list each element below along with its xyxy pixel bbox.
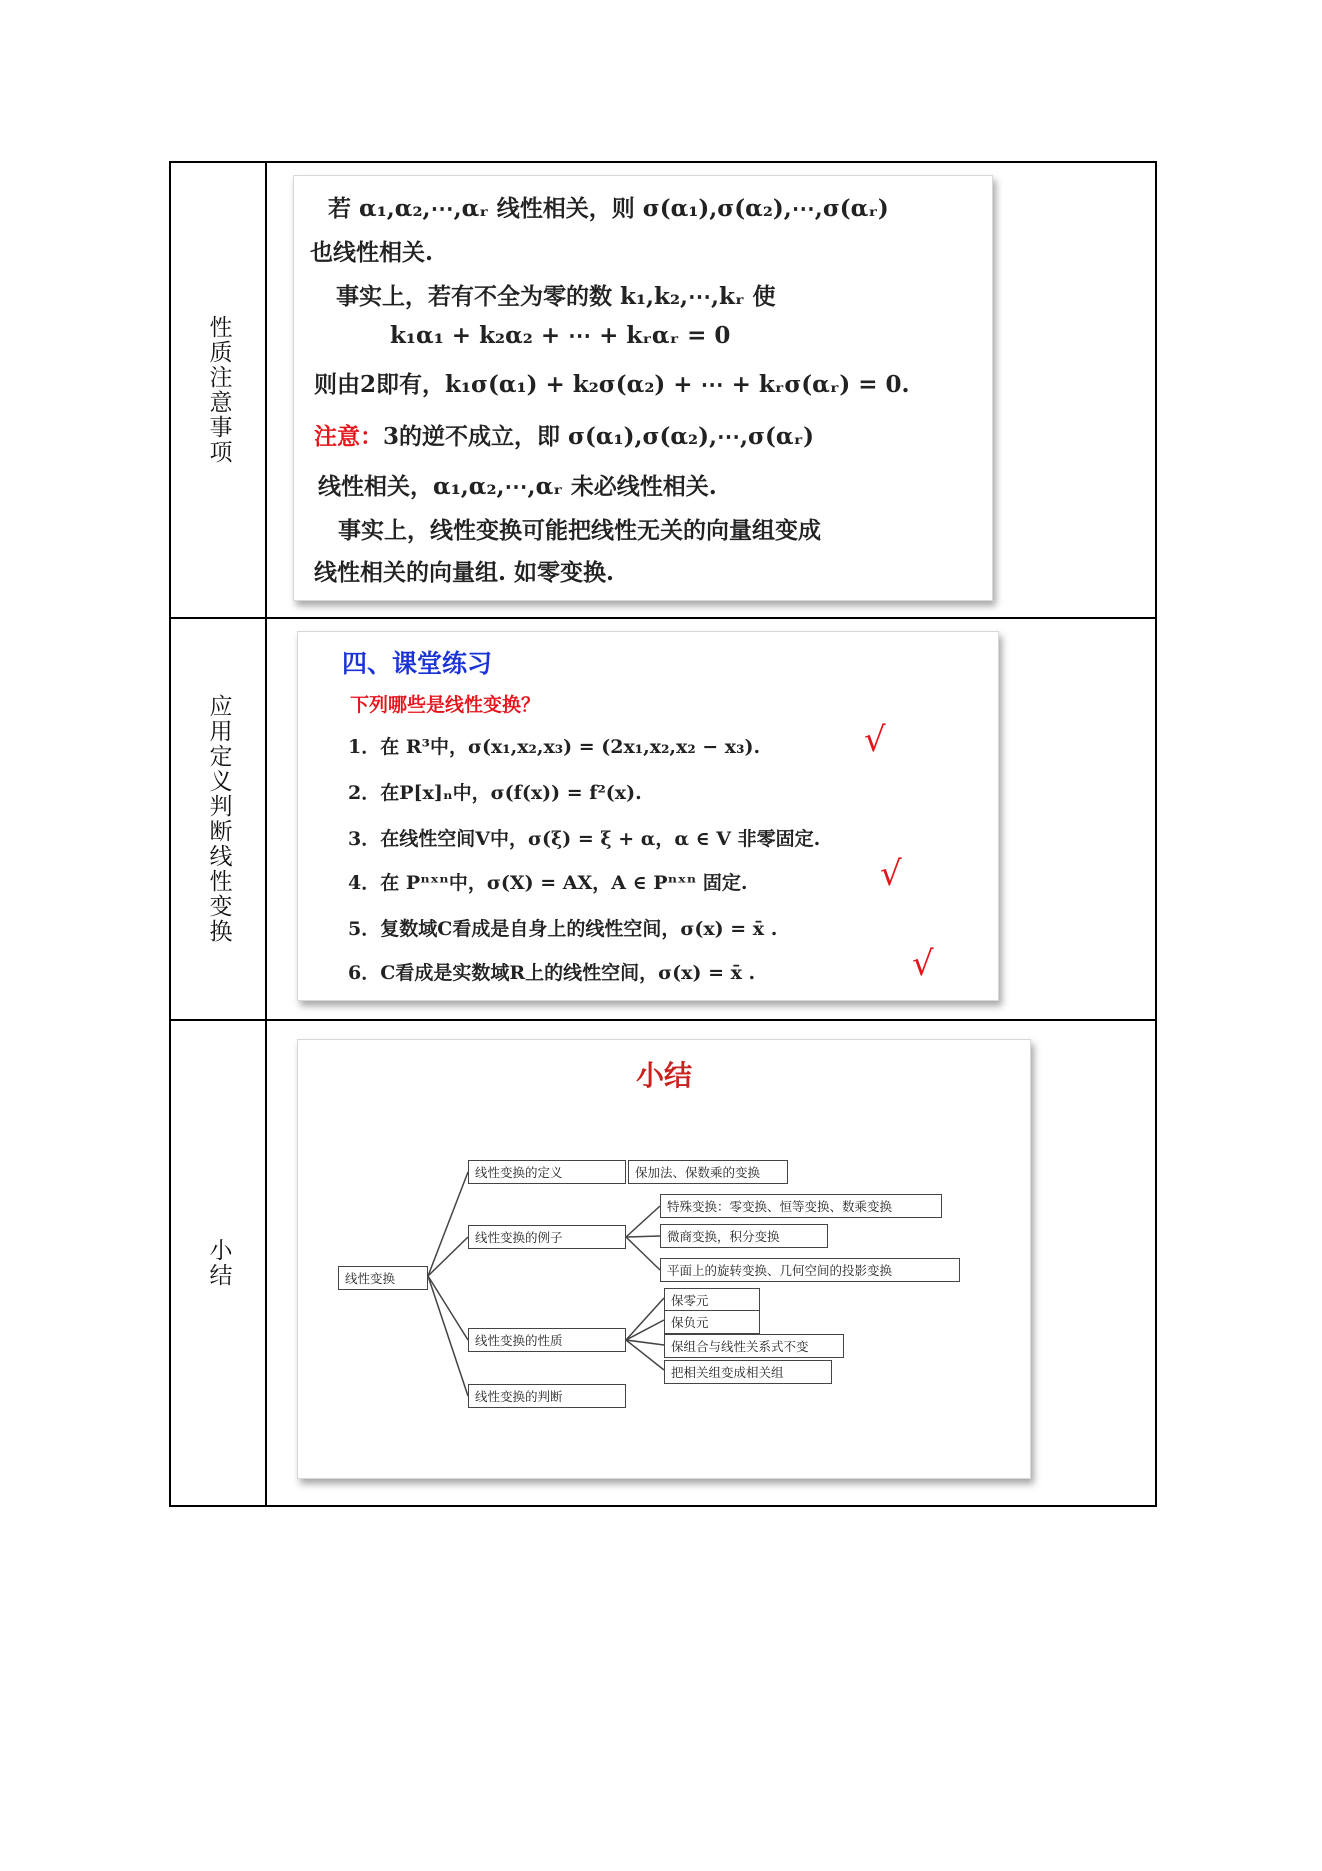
note-text: 3的逆不成立，即 σ(α₁),σ(α₂),⋯,σ(αᵣ) <box>383 423 814 450</box>
table-row <box>171 619 1155 1021</box>
mindmap-leaf-node: 平面上的旋转变换、几何空间的投影变换 <box>660 1258 960 1282</box>
slide-title: 小结 <box>635 1059 692 1092</box>
properties-slide <box>293 175 993 601</box>
exercise-item: 2．在P[x]ₙ中，σ(f(x)) = f²(x). <box>348 782 642 804</box>
slide-text-line: 也线性相关. <box>310 239 434 266</box>
mindmap-branch-node: 线性变换的判断 <box>468 1384 626 1408</box>
mindmap-leaf-node: 微商变换，积分变换 <box>660 1224 828 1248</box>
row-label: 应用定义判断线性变换 <box>205 694 232 944</box>
exercise-item: 5．复数域C看成是自身上的线性空间，σ(x) = x̄ . <box>348 918 778 940</box>
row-label: 性质注意事项 <box>205 315 232 465</box>
slide-text-line: 事实上，若有不全为零的数 k₁,k₂,⋯,kᵣ 使 <box>336 283 776 310</box>
checkmark-icon: √ <box>864 720 886 760</box>
checkmark-icon: √ <box>880 854 902 894</box>
checkmark-icon: √ <box>912 944 934 984</box>
exercise-item: 6．C看成是实数域R上的线性空间，σ(x) = x̄ . <box>348 962 756 984</box>
slide-text-line: 线性相关的向量组. 如零变换. <box>314 559 615 586</box>
row-label-cell <box>171 163 267 617</box>
slide-formula: k₁α₁ + k₂α₂ + ⋯ + kᵣαᵣ = 0 <box>390 322 731 349</box>
mindmap-leaf-node: 特殊变换：零变换、恒等变换、数乘变换 <box>660 1194 942 1218</box>
content-table <box>169 161 1157 1507</box>
slide-title: 四、课堂练习 <box>342 649 493 678</box>
exercise-item: 1．在 R³中，σ(x₁,x₂,x₃) = (2x₁,x₂,x₂ − x₃). <box>348 736 761 758</box>
question-text: 下列哪些是线性变换？ <box>350 694 541 716</box>
exercise-item: 4．在 Pⁿˣⁿ中，σ(X) = AX，A ∈ Pⁿˣⁿ 固定. <box>348 872 748 894</box>
mindmap-branch-node: 线性变换的定义 <box>468 1160 626 1184</box>
mindmap-leaf-node: 保零元 <box>664 1288 760 1312</box>
slide-text-line: 事实上，线性变换可能把线性无关的向量组变成 <box>338 517 821 544</box>
slide-text-line: 则由2即有，k₁σ(α₁) + k₂σ(α₂) + ⋯ + kᵣσ(αᵣ) = 0. <box>314 371 910 398</box>
table-row <box>171 1021 1155 1505</box>
note-label: 注意： <box>314 423 383 450</box>
mindmap-leaf-node: 保负元 <box>664 1310 760 1334</box>
slide-text-line: 线性相关，α₁,α₂,⋯,αᵣ 未必线性相关. <box>318 473 717 500</box>
row-label: 小结 <box>205 1238 232 1288</box>
row-label-cell <box>171 619 267 1019</box>
mindmap-leaf-node: 保组合与线性关系式不变 <box>664 1334 844 1358</box>
slide-text-line: 若 α₁,α₂,⋯,αᵣ 线性相关，则 σ(α₁),σ(α₂),⋯,σ(αᵣ) <box>328 195 889 222</box>
slide-text-line <box>314 418 814 451</box>
mindmap-leaf-node: 保加法、保数乘的变换 <box>628 1160 788 1184</box>
exercise-item: 3．在线性空间V中，σ(ξ) = ξ + α，α ∈ V 非零固定. <box>348 828 821 850</box>
summary-slide <box>297 1039 1031 1479</box>
exercise-slide <box>297 631 999 1001</box>
mindmap-branch-node: 线性变换的性质 <box>468 1328 626 1352</box>
mindmap-leaf-node: 把相关组变成相关组 <box>664 1360 832 1384</box>
row-label-cell <box>171 1021 267 1505</box>
mindmap-branch-node: 线性变换的例子 <box>468 1225 626 1249</box>
mindmap-root-node: 线性变换 <box>338 1266 428 1290</box>
table-row <box>171 163 1155 619</box>
